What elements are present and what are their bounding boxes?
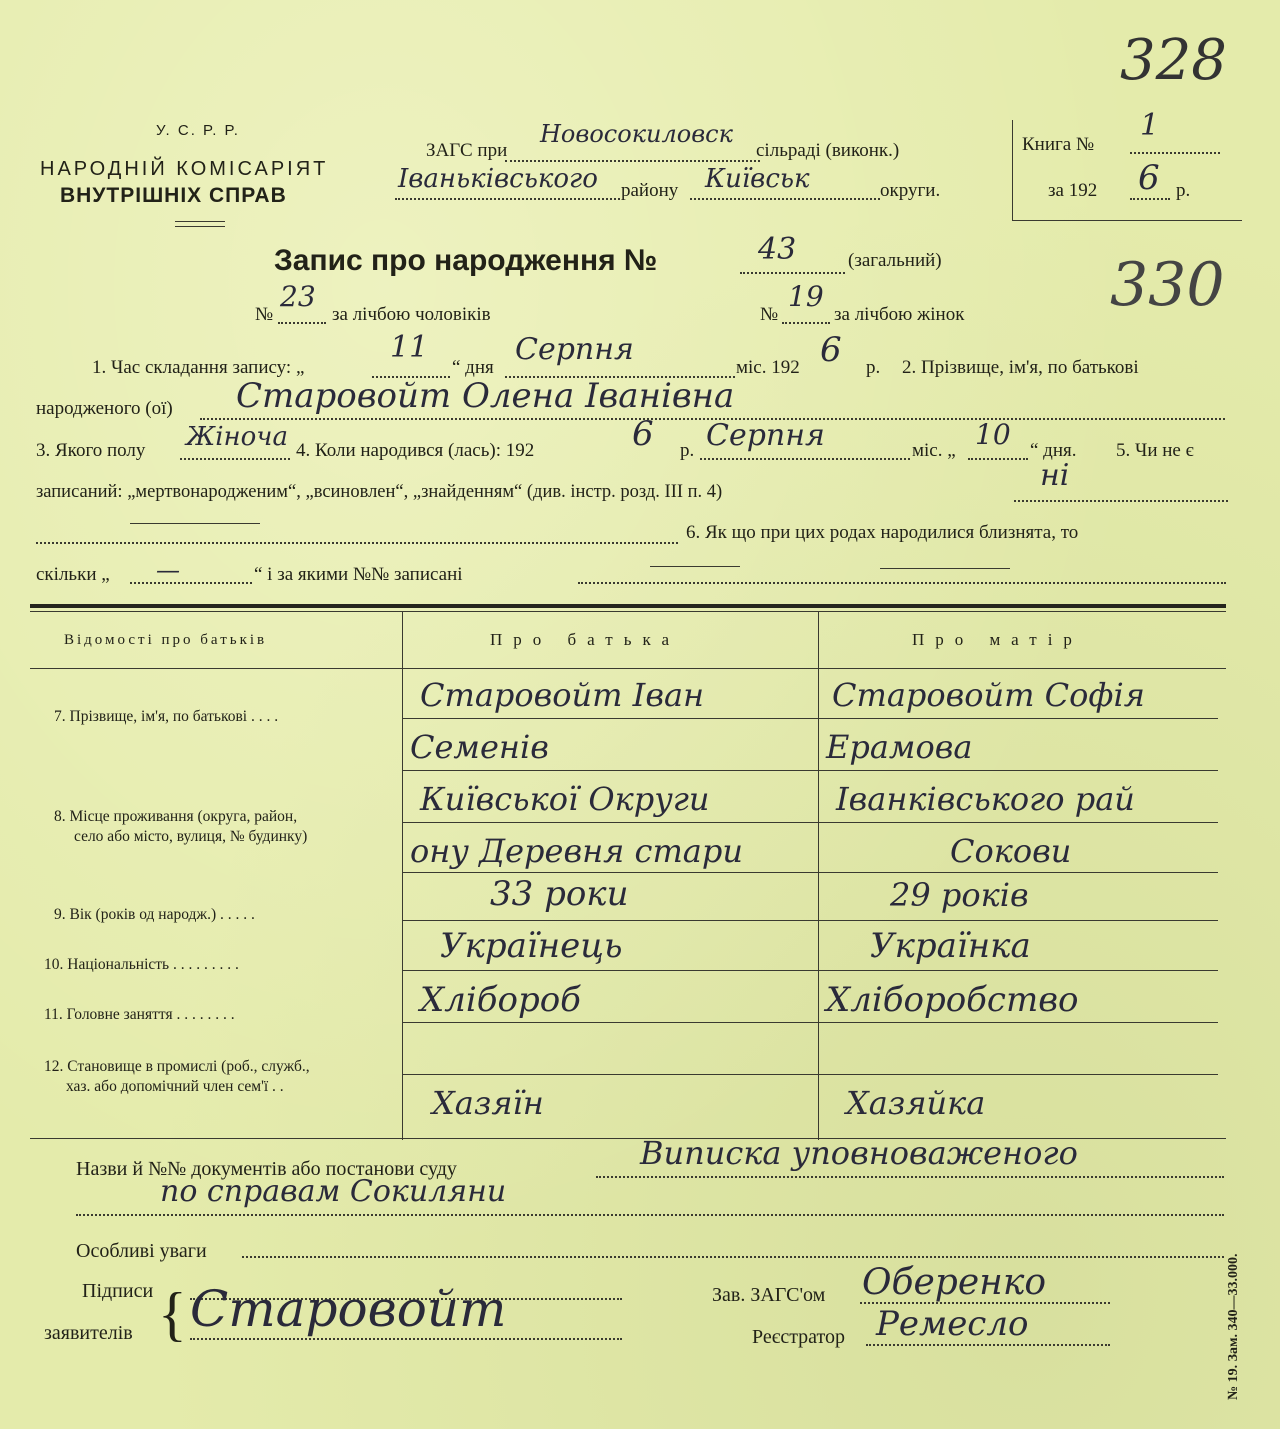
okruha-label: округи.: [880, 180, 941, 201]
village-council-label: сільраді (виконк.): [756, 140, 900, 161]
registrar-signature: Ремесло: [876, 1304, 1029, 1344]
row12-label: 12. Становище в промислі (роб., служб.,: [44, 1058, 310, 1075]
applicant-sig-line-2: [190, 1338, 622, 1340]
archive-number-top: 328: [1120, 28, 1227, 93]
row8-label: 8. Місце проживання (округа, район,: [54, 808, 298, 825]
notes-label: Особливі уваги: [76, 1240, 207, 1262]
field2-label: 2. Прізвище, ім'я, по батькові: [902, 357, 1139, 378]
mother-residence: Іванківського рай: [836, 780, 1135, 818]
mother-occupation: Хліборобство: [826, 980, 1079, 1020]
row10-label: 10. Національність . . . . . . . . .: [44, 956, 239, 973]
okruha-field-line: [690, 198, 880, 200]
male-count-label: за лічбою чоловіків: [332, 304, 491, 325]
female-count-prefix: №: [760, 304, 779, 325]
father-status: Хазяїн: [432, 1084, 544, 1122]
birth-year: 6: [632, 414, 654, 454]
header-divider: [175, 226, 225, 227]
side-print-mark: № 19. Зам. 340—33.000.: [1226, 1253, 1241, 1400]
col-header-father: Про батька: [490, 630, 681, 649]
row7-label: 7. Прізвище, ім'я, по батькові . . . .: [54, 708, 279, 725]
row9-line: [402, 920, 1218, 921]
male-count: 23: [280, 280, 316, 313]
twins-count-line: [130, 582, 252, 584]
field1-day: 11: [390, 330, 429, 365]
field5-label: 5. Чи не є: [1116, 440, 1194, 461]
mother-nationality: Українка: [870, 926, 1031, 966]
row8-line-2: [402, 872, 1218, 873]
usrr-heading: У. С. Р. Р.: [156, 122, 240, 139]
row8-label-2: село або місто, вулиця, № будинку): [74, 828, 308, 845]
record-number-line: [740, 272, 845, 274]
book-year-suffix: р.: [1176, 180, 1191, 201]
female-count-line: [782, 322, 830, 324]
field1-year: 6: [820, 330, 842, 370]
documents-value-2: по справам Сокиляни: [160, 1174, 507, 1209]
twins-count: —: [156, 556, 180, 584]
field5-dash: [130, 523, 260, 524]
mother-patronymic: Ерамова: [826, 728, 973, 766]
father-residence-2: ону Деревня стари: [410, 832, 743, 870]
table-header-divider: [30, 668, 1226, 669]
record-title: Запис про народження №: [274, 244, 658, 277]
row11-label: 11. Головне заняття . . . . . . . .: [44, 1006, 235, 1023]
row7-line: [402, 718, 1218, 719]
book-number: 1: [1140, 108, 1160, 143]
book-year-line: [1130, 198, 1170, 200]
row12-label-2: хаз. або допомічний член сем'ї . .: [66, 1078, 284, 1095]
mother-residence-2: Сокови: [950, 832, 1072, 870]
head-signature: Оберенко: [862, 1262, 1047, 1303]
male-count-prefix: №: [255, 304, 274, 325]
table-top-border: [30, 604, 1226, 608]
field6-label: 6. Як що при цих родах народилися близнята, то: [686, 522, 1079, 543]
twins-numbers-line: [578, 582, 1226, 584]
header-divider: [175, 221, 225, 222]
table-top-border: [30, 611, 1226, 612]
registrar-label: Реєстратор: [752, 1326, 846, 1348]
child-name: Стаpовойт Олена Іванівна: [236, 376, 735, 416]
documents-value: Виписка уповноваженого: [640, 1134, 1078, 1172]
field1-year-suffix: р.: [866, 357, 881, 378]
commissariat-heading: НАРОДНІЙ КОМІСАРІЯТ: [40, 158, 329, 180]
field5-line: [1014, 500, 1228, 502]
record-number: 43: [758, 232, 797, 267]
col-header-mother: Про матір: [912, 630, 1083, 649]
row10-line: [402, 970, 1218, 971]
female-count-label: за лічбою жінок: [834, 304, 965, 325]
district-label: району: [621, 180, 679, 201]
book-number-line: [1130, 152, 1220, 154]
field3-label: 3. Якого полу: [36, 440, 146, 461]
book-label: Книга №: [1022, 134, 1095, 155]
table-column-divider: [818, 612, 819, 1140]
col-header-info: Відомості про батьків: [64, 632, 268, 648]
district-value: Іваньківського: [398, 164, 598, 194]
applicants-label: Підписи: [82, 1280, 154, 1302]
field5-label-cont: записаний: „мертвонародженим“, „всиновлен“, „знайденням“ (див. інстр. розд. III п. 4): [36, 482, 723, 502]
field5-line-2: [36, 542, 678, 544]
twins-dash: [650, 566, 740, 567]
twins-dash: [880, 568, 1010, 569]
table-column-divider: [402, 612, 403, 1140]
field4-label: 4. Коли народився (лась): 192: [296, 440, 535, 461]
male-count-line: [278, 322, 326, 324]
father-occupation: Хлібороб: [420, 980, 581, 1020]
female-count: 19: [788, 280, 824, 313]
book-box-border: [1012, 120, 1013, 220]
birth-day-suffix: “ дня.: [1030, 440, 1077, 461]
field6-label-mid: “ і за якими №№ записані: [254, 564, 463, 585]
row7-line-2: [402, 770, 1218, 771]
record-general-label: (загальний): [848, 250, 942, 271]
documents-line-2: [76, 1214, 1224, 1216]
field1-month-suffix: міс. 192: [736, 357, 800, 378]
archive-number-side: 330: [1110, 250, 1225, 320]
field5-value: ні: [1040, 458, 1070, 493]
father-residence: Київської Округи: [420, 780, 710, 818]
documents-label: Назви й №№ документів або постанови суду: [76, 1158, 457, 1180]
book-year-label: за 192: [1048, 180, 1098, 201]
village-field-line: [505, 160, 760, 162]
zags-prefix: ЗАГС при: [426, 140, 508, 161]
row12-line: [402, 1074, 1218, 1075]
field2-label-cont: народженого (ої): [36, 398, 173, 419]
row8-line: [402, 822, 1218, 823]
head-label: Зав. ЗАГС'ом: [712, 1284, 826, 1306]
applicants-brace: {: [158, 1281, 187, 1347]
child-sex: Жіноча: [186, 422, 288, 452]
birth-month-suffix: міс. „: [912, 440, 956, 461]
registrar-sig-line: [866, 1344, 1110, 1346]
father-nationality: Українець: [440, 926, 623, 966]
field1-label: 1. Час складання запису: „: [92, 357, 305, 378]
village-value: Новосокиловск: [540, 120, 733, 148]
row9-label: 9. Вік (років од народж.) . . . . .: [54, 906, 255, 923]
birth-month-line: [700, 458, 910, 460]
father-age: 33 роки: [490, 874, 629, 914]
field1-month: Серпня: [515, 332, 634, 367]
father-patronymic: Семенів: [410, 728, 549, 766]
applicants-label-2: заявителів: [44, 1322, 133, 1344]
birth-year-suffix: р.: [680, 440, 695, 461]
father-name: Стаpовойт Іван: [420, 676, 705, 714]
mother-status: Хазяйка: [846, 1084, 986, 1122]
documents-line: [596, 1176, 1224, 1178]
notes-line: [242, 1256, 1224, 1258]
district-field-line: [395, 198, 620, 200]
field6-label-cont: скільки „: [36, 564, 110, 585]
mother-name: Стаpовойт Софія: [832, 676, 1145, 714]
book-box-border: [1012, 220, 1242, 221]
okruha-value: Київськ: [705, 164, 810, 194]
birth-day-line: [968, 458, 1028, 460]
field1-day-suffix: “ дня: [452, 357, 494, 378]
applicant-signature: Стаpовойт: [190, 1280, 507, 1338]
birth-month: Серпня: [706, 418, 825, 453]
mother-age: 29 років: [890, 876, 1029, 914]
field3-line: [180, 458, 290, 460]
row11-line: [402, 1022, 1218, 1023]
book-year: 6: [1138, 158, 1160, 198]
birth-day: 10: [975, 418, 1011, 451]
internal-affairs-heading: ВНУТРІШНІХ СПРАВ: [60, 184, 287, 207]
